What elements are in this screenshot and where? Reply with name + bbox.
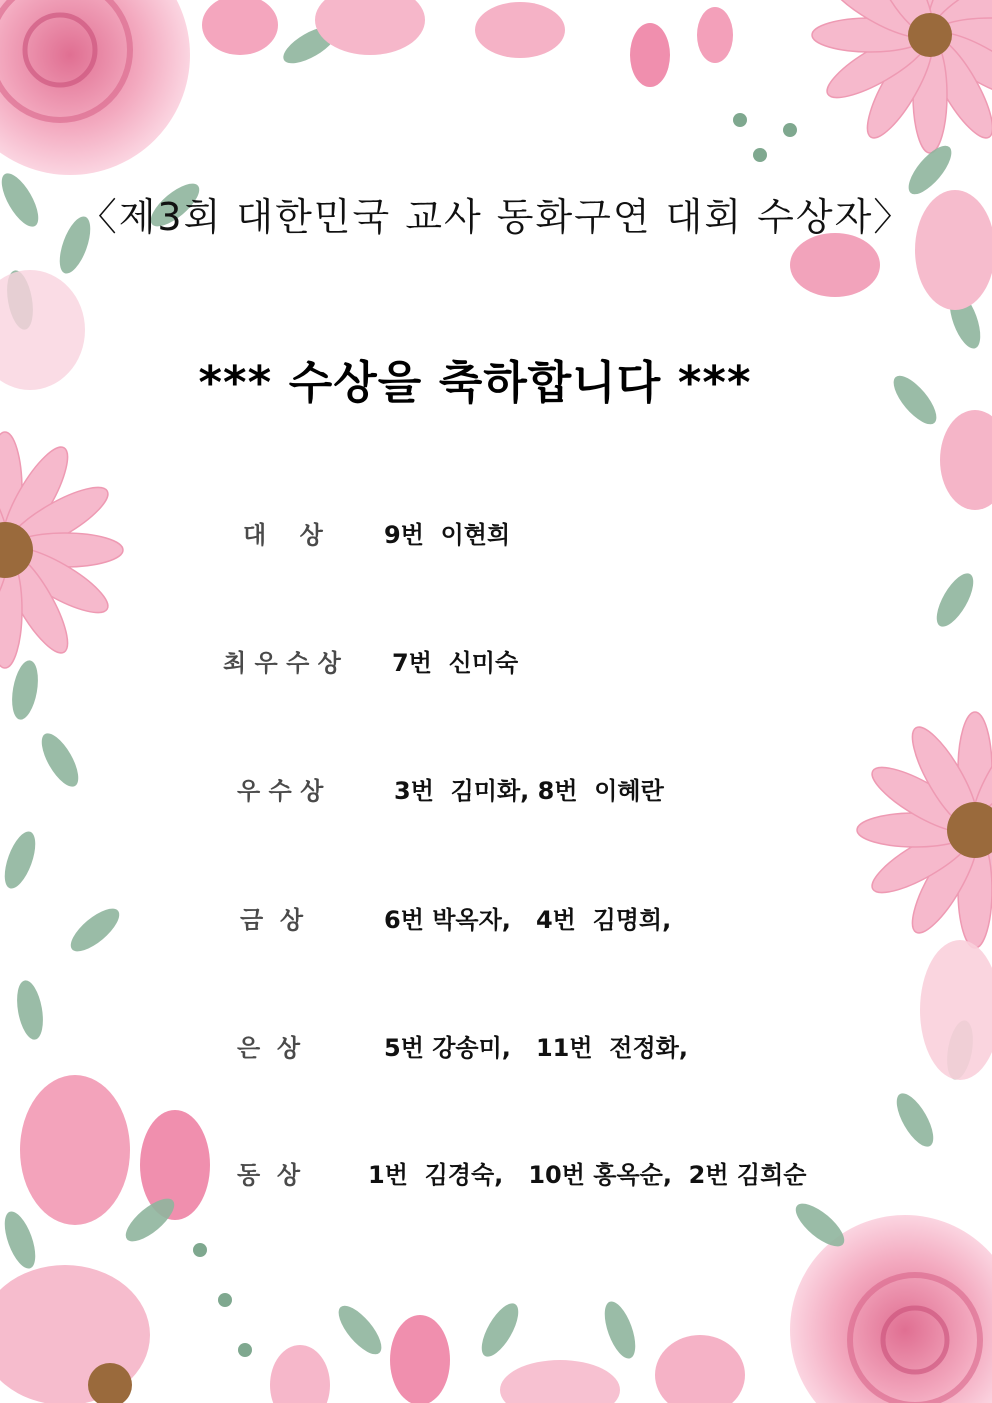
award-name: 은 상 <box>237 1034 301 1062</box>
award-row-gold <box>0 900 992 940</box>
award-row-top-excellence <box>0 643 992 683</box>
congratulations-heading: *** 수상을 축하합니다 *** <box>198 356 752 409</box>
buds-top <box>202 0 733 87</box>
award-row-excellence <box>0 771 992 811</box>
award-name: 우 수 상 <box>237 777 324 805</box>
award-name: 대 상 <box>243 521 323 549</box>
rose-bottom-right <box>789 1197 992 1403</box>
rose-top-left <box>0 0 190 175</box>
flowers-bottom-left <box>0 1075 252 1403</box>
award-row-grand-prize <box>0 515 992 555</box>
award-winners: 3번 김미화, 8번 이혜란 <box>394 777 664 805</box>
award-row-silver <box>0 1028 992 1068</box>
award-name: 금 상 <box>240 906 304 934</box>
buds-bottom <box>270 1298 745 1403</box>
award-winners: 9번 이현희 <box>384 521 511 549</box>
award-name: 동 상 <box>237 1161 301 1189</box>
page-title: 〈제3회 대한민국 교사 동화구연 대회 수상자〉 <box>78 195 914 239</box>
award-row-bronze <box>0 1155 992 1195</box>
award-name: 최 우 수 상 <box>223 649 341 677</box>
award-winners: 5번 강송미, 11번 전정화, <box>384 1034 688 1062</box>
award-winners: 1번 김경숙, 10번 홍옥순, 2번 김희순 <box>368 1161 807 1189</box>
daisy-top-right <box>812 0 992 153</box>
award-winners: 7번 신미숙 <box>392 649 519 677</box>
award-winners: 6번 박옥자, 4번 김명희, <box>384 906 672 934</box>
